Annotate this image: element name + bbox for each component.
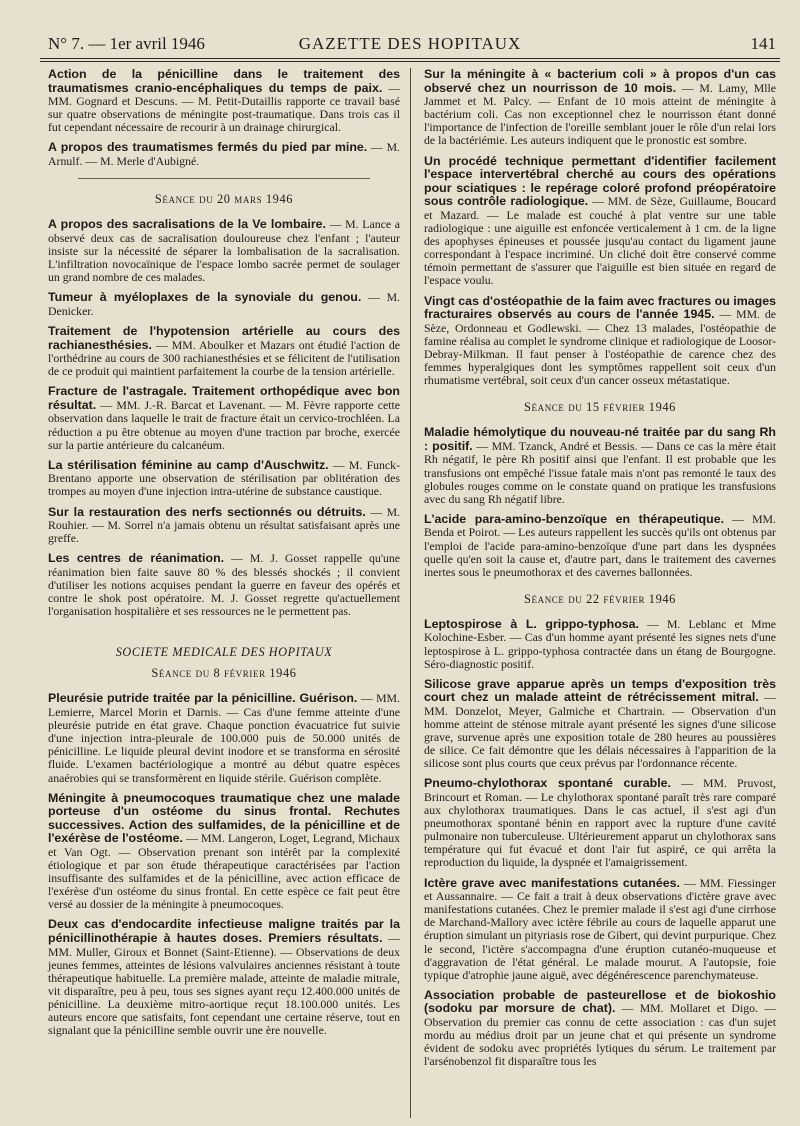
issue-date: N° 7. — 1er avril 1946 bbox=[48, 34, 205, 53]
article-text: — M. Funck-Brentano apporte une observation de stérilisation par oblitération des trompes au moyen d'une injection intra-utérine de substance caustique. bbox=[48, 457, 400, 499]
session-heading: Séance du 22 février 1946 bbox=[524, 591, 676, 606]
page-number: 141 bbox=[750, 34, 776, 53]
article-entry bbox=[48, 459, 400, 499]
article-text: — MM. J.-R. Barcat et Lavenant. — M. Fèvre rapporte cette observation dans laquelle le trait de fracture était un cervico-trochléen. La réduction a pu être obtenue au moyen d'une traction par broche, exercée sur la partie antérieure du calcanéum. bbox=[48, 397, 401, 452]
article-entry bbox=[48, 218, 400, 284]
article-entry bbox=[424, 513, 776, 579]
article-text: — MM. de Sèze, Guillaume, Boucard et Mazard. — Le malade est couché à plat ventre sur une table radiologique : une aiguille est enfoncée verticalement à 1 cm. de la ligne des apophyses épineuses et poussée jusqu'au contact du ligament jaune correspondant à l'espace incriminé. Un cliché doit être conservé comme témoin permettant de s'assurer que l'aiguille est bien située en regard de l'espace voulu. bbox=[424, 194, 776, 288]
article-title: Action de la pénicilline dans le traitement des traumatismes cranio-encéphaliques du temps de paix. bbox=[48, 67, 400, 95]
article-title: Association probable de pasteurellose et de biokoshio (sodoku par morsure de chat). bbox=[424, 987, 776, 1016]
article-title: Sur la méningite à « bacterium coli » à propos d'un cas observé chez un nourrisson de 10 mois. bbox=[424, 67, 776, 95]
article-title: L'acide para-amino-benzoïque en thérapeutique. bbox=[424, 511, 725, 526]
article-entry bbox=[48, 385, 400, 451]
session-heading: Séance du 20 mars 1946 bbox=[154, 192, 294, 207]
article-title: Fracture de l'astragale. Traitement orthopédique avec bon résultat. bbox=[48, 384, 400, 412]
article-text: — M. Leblanc et Mme Kolochine-Esber. — Cas d'un homme ayant présenté les signes nets d'une leptospirose à L. grippo-typhosa contractée dans un étang de Bourgogne. Séro-diagnostic positif. bbox=[424, 616, 776, 671]
society-heading: SOCIETE MEDICALE DES HOPITAUX bbox=[115, 645, 333, 660]
article-title: Deux cas d'endocardite infectieuse maligne traités par la pénicillinothérapie à hautes doses. Premiers résultats. bbox=[48, 917, 400, 946]
article-text: — MM. Mollaret et Digo. — Observation du premier cas connu de cette association : cas d'un sujet mordu au médius droit par un jeune chat et qui présente un syndrome évident de sodoku avec propriétés lytiques du sérum. Le traitement par l'arsénobenzol fit disparaître tous les bbox=[424, 1001, 776, 1069]
article-entry bbox=[424, 426, 776, 506]
article-title: Silicose grave apparue après un temps d'exposition très court chez un malade atteint de rétrécissement mitral. bbox=[424, 676, 776, 705]
article-text: — MM. Donzelot, Meyer, Galmiche et Chartrain. — Observation d'un homme atteint de sténose mitrale ayant présenté les signes d'une silicose grave, survenue après une exposition totale de 280 heures au poussières de silice. Ce fait démontre que les délais nécessaires à l'apparition de la silicose sont plus courts que ceux prévus par l'ordonnance récente. bbox=[424, 690, 777, 771]
article-text: — MM. Pruvost, Brincourt et Roman. — Le chylothorax spontané paraît très rare comparé aux chylothorax traumatiques. Dans le cas actuel, il s'est agi d'un pneumothorax spontané bénin en rapport avec la rupture d'une cavité pulmonaire non tuberculeuse. Ultérieurement apparut un chylothorax sans température qui fut évacué et dont l'air fut aspiré, ce qui arrêta la reproduction du liquide, la dyspnée et l'amaigrissement. bbox=[424, 776, 776, 870]
article-entry bbox=[424, 678, 776, 771]
article-text: — MM. Gognard et Descuns. — M. Petit-Dutaillis rapporte ce travail basé sur quatre observations de méningite post-traumatique. Dans trois cas il fut cependant nécessaire de recourir à un drainage chirurgical. bbox=[48, 80, 400, 135]
article-title: Vingt cas d'ostéopathie de la faim avec fractures ou images fracturaires observés au cours de l'année 1945. bbox=[424, 293, 776, 322]
article-entry bbox=[48, 141, 400, 168]
article-text: — M. Lamy, Mlle Jammet et M. Palcy. — Enfant de 10 mois atteint de méningite à bactérium coli. Cas non exceptionnel chez le nourrisson étant donné l'importance de l'infection de l'oreille semblant jouer le rôle d'un relai lors de la bactériémie. Les auteurs indiquent que le pronostic est sombre. bbox=[424, 80, 776, 148]
article-entry bbox=[424, 295, 776, 388]
article-title: Méningite à pneumocoques traumatique chez une malade porteuse d'un ostéome du sinus frontal. Rechutes successives. Action des sulfamides, de la pénicilline et de l'exérèse de l'ostéome. bbox=[48, 790, 400, 846]
article-text: — M. Rouhier. — M. Sorrel n'a jamais obtenu un résultat satisfaisant après une greffe. bbox=[48, 504, 401, 546]
article-entry bbox=[48, 918, 400, 1037]
article-entry bbox=[424, 68, 776, 148]
article-title: A propos des traumatismes fermés du pied par mine. bbox=[48, 140, 368, 155]
header-rule bbox=[40, 58, 780, 59]
article-entry bbox=[48, 792, 400, 912]
article-title: Traitement de l'hypotension artérielle au cours des rachianesthésies. bbox=[48, 323, 400, 352]
left-column bbox=[48, 68, 400, 1044]
article-title: Pneumo-chylothorax spontané curable. bbox=[424, 776, 671, 791]
article-text: — MM. Aboulker et Mazars ont étudié l'action de l'orthédrine au cours de 300 rachianesthésies et se félicitent de l'utilisation de ce produit qui maintient parfaitement la courbe de la tension artérielle. bbox=[48, 337, 400, 379]
article-entry bbox=[48, 291, 400, 318]
article-text: — MM. Langeron, Loget, Legrand, Michaux et Van Ogt. — Observation prenant son intérêt par la complexité étiologique et par son étude thérapeutique caractérisées par l'action insuffisante des sulfamides et de la pénicilline, avec action efficace de l'exérèse d'un ostéome du sinus frontal. En cette espèce ce fait peut être versé au dossier de la méningite à pneumocoques. bbox=[48, 831, 400, 912]
section-separator bbox=[78, 178, 370, 179]
article-entry bbox=[48, 692, 400, 784]
right-column bbox=[424, 68, 776, 1075]
article-text: — MM. Lemierre, Marcel Morin et Darnis. — Cas d'une femme atteinte d'une pleurésie putride en état grave. Chaque ponction évacuatrice fut suivie d'une injection intra-pleurale de 100.000 puis de 50.000 unités de pénicilline. Le liquide pleural devint inodore et se transforma en sérosité fluide. L'examen bactériologique a montré au début quatre espèces anaérobies qui se transformèrent en liquide stérile. Guérison complète. bbox=[48, 691, 400, 785]
article-title: La stérilisation féminine au camp d'Auschwitz. bbox=[48, 457, 329, 472]
article-entry bbox=[424, 618, 776, 671]
article-entry bbox=[424, 777, 776, 869]
article-entry bbox=[48, 68, 400, 134]
article-title: Les centres de réanimation. bbox=[48, 551, 225, 566]
page-header bbox=[40, 28, 780, 56]
article-title: A propos des sacralisations de la Ve lombaire. bbox=[48, 217, 326, 232]
article-text: — M. Lance a observé deux cas de sacralisation douloureuse chez l'enfant ; l'auteur insiste sur la nécessité de séparer la lombalisation de la sacralisation. L'infiltration novocaïnique de l'espace lombo sacrée permet de soulager un grand nombre de ces malades. bbox=[48, 217, 400, 285]
journal-title: GAZETTE DES HOPITAUX bbox=[298, 34, 522, 53]
article-entry bbox=[48, 506, 400, 546]
header-rule-double bbox=[40, 61, 780, 62]
article-title: Sur la restauration des nerfs sectionnés ou détruits. bbox=[48, 504, 366, 519]
article-title: Pleurésie putride traitée par la pénicilline. Guérison. bbox=[48, 691, 358, 706]
column-divider bbox=[410, 68, 411, 1118]
article-entry bbox=[424, 155, 776, 288]
article-title: Tumeur à myéloplaxes de la synoviale du genou. bbox=[48, 290, 362, 305]
article-text: — MM. Tzanck, André et Bessis. — Dans ce cas la mère était Rh négatif, le père Rh positif ainsi que l'enfant. Il est probable que les transfusions ont empêché l'issue fatale mais n'ont pas remonté le taux des globules rouges comme on le constate quand on pratique les transfusions avec du sang Rh négatif libre. bbox=[424, 438, 776, 506]
article-text: — MM. Fiessinger et Aussannaire. — Ce fait a trait à deux observations d'ictère grave avec manifestations cutanées. Chez le premier malade il s'est agi d'une cirrhose de Marchand-Mallory avec ictère fébrile au cours de laquelle apparut une éruption simulant un pityriasis rose de Gibert, qui devint purpurique. Chez le second, l'ictère s'accompagna d'une éruption cutanéo-muqueuse et d'aggravation de l'état général. Le malade mourut. A l'autopsie, foie typique d'atrophie jaune aiguë, avec dégénérescence parenchymateuse. bbox=[424, 875, 776, 982]
article-text: — MM. de Sèze, Ordonneau et Godlewski. — Chez 13 malades, l'ostéopathie de famine réalisa au complet le syndrome clinique et radiologique de Loosor-Debray-Milkman. Il faut penser à l'ostéopathie de carence chez des femmes hyperalgiques dont les symptômes rappellent soit ceux d'un rhumatisme vertébral, soit ceux d'un cancer osseux métastatique. bbox=[424, 307, 776, 388]
article-entry bbox=[48, 552, 400, 618]
article-title: Maladie hémolytique du nouveau-né traitée par du sang Rh : positif. bbox=[424, 425, 776, 453]
newspaper-page bbox=[40, 28, 780, 1118]
session-heading: Séance du 8 février 1946 bbox=[151, 666, 297, 681]
article-text: — MM. Muller, Giroux et Bonnet (Saint-Etienne). — Observations de deux jeunes femmes, atteintes de lésions valvulaires anciennes résistant à toute thérapeutique habituelle. La première malade, atteinte de maladie mitrale, vit disparaître, peu à peu, tous ses signes ayant reçu 12.400.000 unités de pénicilline. La deuxième mitro-aortique reçut 18.100.000 unités. Les auteurs encore que satisfaits, font cependant une certaine réserve, tout en signalant que la pénicilline semble ouvrir une ère nouvelle. bbox=[48, 931, 401, 1038]
article-title: Leptospirose à L. grippo-typhosa. bbox=[424, 616, 639, 631]
session-heading: Séance du 15 février 1946 bbox=[524, 400, 676, 415]
article-text: — MM. Benda et Poirot. — Les auteurs rappellent les succès qu'ils ont obtenus par l'emploi de l'acide para-amino-benzoïque d'une part dans les dyspnées quelle qu'en soit la cause et, d'autre part, dans le traitement des cavernes inertes sous le pneumothorax et des cavernes ballonnées. bbox=[424, 511, 776, 579]
article-entry bbox=[48, 325, 400, 378]
article-title: Ictère grave avec manifestations cutanées. bbox=[424, 875, 680, 890]
article-text: — M. Arnulf. — M. Merle d'Aubigné. bbox=[48, 140, 401, 169]
article-entry bbox=[424, 989, 776, 1069]
article-text: — M. Denicker. bbox=[48, 290, 401, 318]
article-text: — M. J. Gosset rappelle qu'une réanimation bien faite sauve 80 % des blessés shockés ; il convient d'utiliser les notions acquises pendant la guerre en faveur des opérés et contre le shok post opératoire. M. J. Gosset regrette qu'actuellement l'organisation hospitalière et ses ressources ne le permettent pas. bbox=[48, 551, 400, 619]
article-entry bbox=[424, 877, 776, 982]
article-title: Un procédé technique permettant d'identifier facilement l'espace intervertébral cherché au cours des opérations pour sciatiques : le repérage coloré profond préopératoire sous contrôle radiologique. bbox=[424, 153, 776, 209]
